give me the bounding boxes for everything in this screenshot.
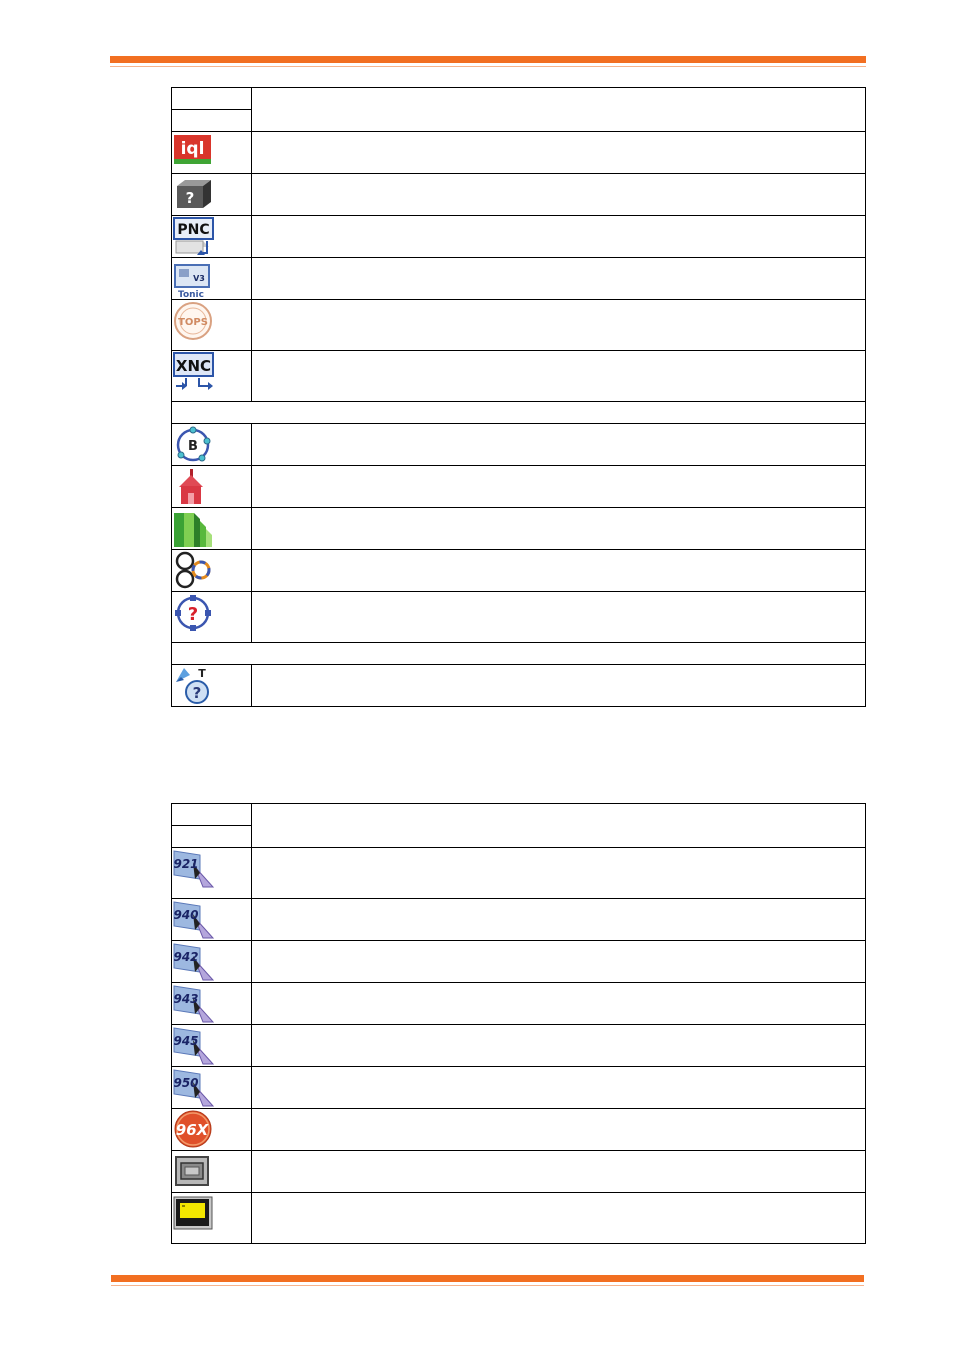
green-blocks-icon xyxy=(173,509,215,549)
table-row-icon-cell xyxy=(172,899,252,941)
table-row-icon-cell xyxy=(172,592,252,643)
header-description-cell xyxy=(252,804,866,848)
table-row-description xyxy=(252,983,866,1025)
table-row-icon-cell xyxy=(172,300,252,351)
b-node-icon-label: B xyxy=(188,439,198,454)
header-cell xyxy=(172,88,252,110)
table-row-icon-cell xyxy=(172,132,252,174)
table-row-icon-cell xyxy=(172,983,252,1025)
table-row-description xyxy=(252,174,866,216)
header-cell xyxy=(172,804,252,826)
table-row-icon-cell xyxy=(172,1109,252,1151)
tonic-icon-label: Tonic xyxy=(178,290,204,299)
table-row-description xyxy=(252,848,866,899)
iql-icon xyxy=(173,133,213,167)
tops-icon xyxy=(173,301,215,343)
table-row-description xyxy=(252,1109,866,1151)
red-house-icon xyxy=(173,467,213,507)
device-942-icon xyxy=(173,942,215,982)
device-940-icon-label: 940 xyxy=(173,908,199,922)
table-row-icon-cell xyxy=(172,1067,252,1109)
section-divider-row xyxy=(172,643,866,665)
table-row-icon-cell xyxy=(172,1025,252,1067)
header-cell xyxy=(172,826,252,848)
table-row-icon-cell xyxy=(172,941,252,983)
table-row-description xyxy=(252,899,866,941)
table-row-description xyxy=(252,1193,866,1244)
b-node-icon xyxy=(173,425,213,465)
table-row-description xyxy=(252,1067,866,1109)
header-accent-line xyxy=(110,66,866,67)
header-cell xyxy=(172,110,252,132)
xnc-icon-label: XNC xyxy=(175,357,212,375)
device-943-icon xyxy=(173,984,215,1024)
pointer-help-icon xyxy=(173,666,213,706)
footer-accent-line xyxy=(111,1285,864,1286)
device-921-icon-label: 921 xyxy=(173,857,199,871)
device-96x-icon-label: 96X xyxy=(175,1121,209,1139)
table-row-description xyxy=(252,300,866,351)
pnc-icon-label: PNC xyxy=(177,222,210,238)
table-row-icon-cell xyxy=(172,174,252,216)
table-row-description xyxy=(252,550,866,592)
unknown-device-icon-label: ? xyxy=(185,189,195,207)
table-row-icon-cell xyxy=(172,216,252,258)
table-row-description xyxy=(252,1025,866,1067)
table-row-description xyxy=(252,216,866,258)
table-row-description xyxy=(252,1151,866,1193)
tonic-icon xyxy=(173,259,213,299)
pnc-icon xyxy=(173,217,215,257)
table-row-icon-cell xyxy=(172,351,252,402)
rings-icon xyxy=(173,551,213,591)
device-96x-icon xyxy=(173,1110,215,1150)
device-950-icon-label: 950 xyxy=(173,1076,199,1090)
unknown-network-icon-label: ? xyxy=(187,604,199,625)
table-row-description xyxy=(252,351,866,402)
table-row-icon-cell xyxy=(172,508,252,550)
xnc-icon xyxy=(173,352,215,394)
table-row-icon-cell xyxy=(172,550,252,592)
device-943-icon-label: 943 xyxy=(173,992,199,1006)
table-row-description xyxy=(252,665,866,707)
iql-icon-label: iql xyxy=(180,139,205,159)
table-row-description xyxy=(252,424,866,466)
table-row-description xyxy=(252,466,866,508)
yellow-display-icon xyxy=(173,1194,215,1234)
unknown-device-icon xyxy=(173,175,213,209)
icon-table-2 xyxy=(171,803,866,1244)
table-row-description xyxy=(252,508,866,550)
table-row-description xyxy=(252,592,866,643)
table-row-icon-cell xyxy=(172,258,252,300)
device-945-icon xyxy=(173,1026,215,1066)
svg-text:?: ? xyxy=(192,684,202,702)
device-940-icon xyxy=(173,900,215,940)
tops-icon-label: TOPS xyxy=(178,317,208,328)
section-divider-row xyxy=(172,402,866,424)
pointer-help-icon-label: T xyxy=(198,667,206,680)
footer-accent-bar xyxy=(111,1275,864,1282)
grey-panel-icon xyxy=(173,1152,213,1192)
header-description-cell xyxy=(252,88,866,132)
table-row-description xyxy=(252,258,866,300)
table-row-icon-cell xyxy=(172,1193,252,1244)
table-row-icon-cell xyxy=(172,1151,252,1193)
unknown-network-icon xyxy=(173,593,213,633)
table-row-icon-cell xyxy=(172,665,252,707)
table-row-description xyxy=(252,132,866,174)
device-945-icon-label: 945 xyxy=(173,1034,199,1048)
header-accent-bar xyxy=(110,56,866,63)
device-921-icon xyxy=(173,849,215,889)
table-row-description xyxy=(252,941,866,983)
icon-table-1 xyxy=(171,87,866,707)
device-950-icon xyxy=(173,1068,215,1108)
svg-text:V3: V3 xyxy=(193,274,205,283)
table-row-icon-cell xyxy=(172,466,252,508)
device-942-icon-label: 942 xyxy=(173,950,199,964)
table-row-icon-cell xyxy=(172,848,252,899)
table-row-icon-cell xyxy=(172,424,252,466)
